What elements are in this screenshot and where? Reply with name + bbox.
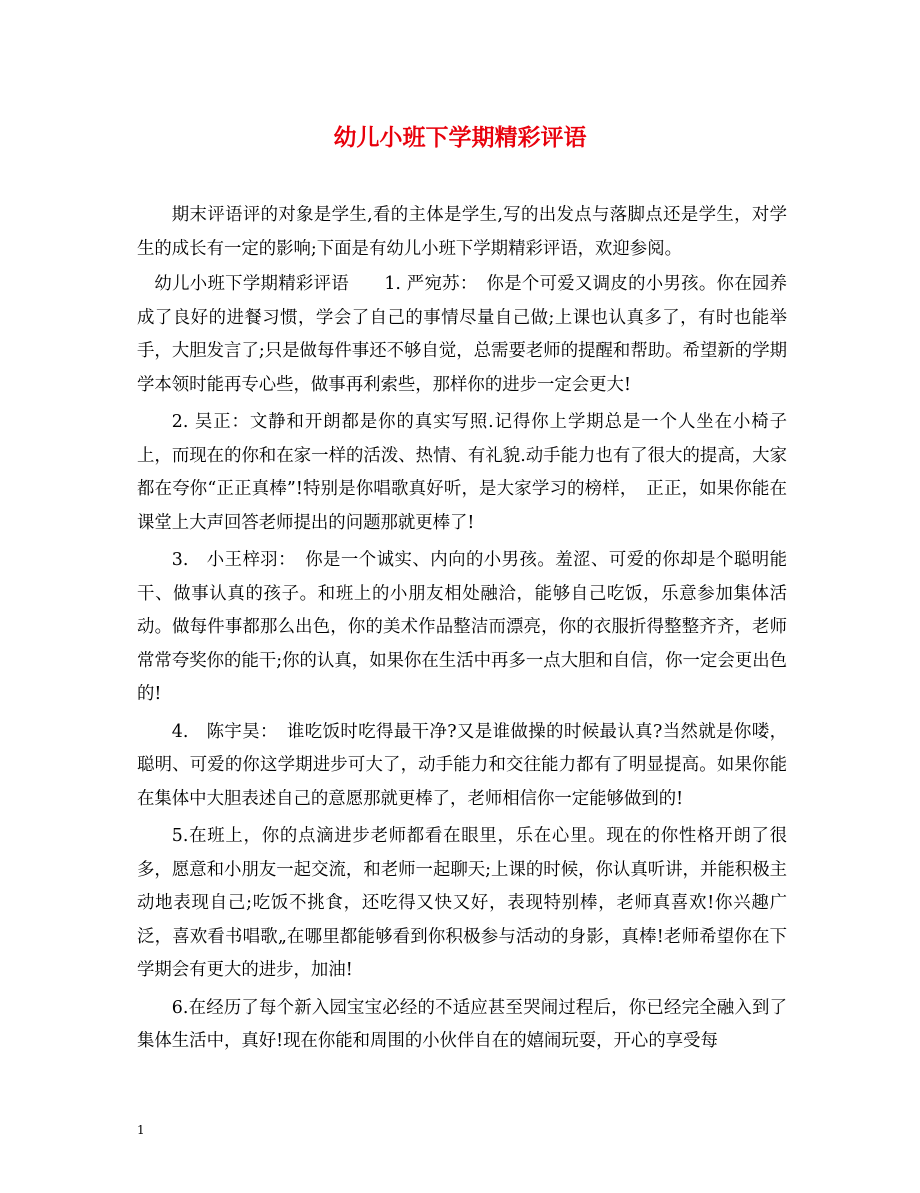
- comment-paragraph-5: 5.在班上，你的点滴进步老师都看在眼里，乐在心里。现在的你性格开朗了很多，愿意和小朋友一起交流，和老师一起聊天;上课的时候，你认真听讲，并能积极主动地表现自己;吃饭不挑食，还吃得又快又好，表现特别棒，老师真喜欢!你兴趣广泛，喜欢看书唱歌„在哪里都能够看到你积极参与活动的身影，真棒!老师希望你在下学期会有更大的进步，加油!: [137, 826, 787, 980]
- intro-paragraph: 期末评语评的对象是学生,看的主体是学生,写的出发点与落脚点还是学生，对学生的成长有一定的影响;下面是有幼儿小班下学期精彩评语，欢迎参阅。: [137, 205, 787, 259]
- comment-paragraph-2: 2. 吴正：文静和开朗都是你的真实写照.记得你上学期总是一个人坐在小椅子上，而现在的你和在家一样的活泼、热情、有礼貌.动手能力也有了很大的提高，大家都在夸你“正正真棒”!特别是你唱歌真好听，是大家学习的榜样， 正正，如果你能在课堂上大声回答老师提出的问题那就更棒了!: [137, 412, 787, 533]
- comment-paragraph-4: 4. 陈宇昊： 谁吃饭时吃得最干净?又是谁做操的时候最认真?当然就是你喽，聪明、可爱的你这学期进步可大了，动手能力和交往能力都有了明显提高。如果你能在集体中大胆表述自己的意愿那就更棒了，老师相信你一定能够做到的!: [137, 721, 787, 809]
- page-number: 1: [137, 1123, 145, 1137]
- document-title: 幼儿小班下学期精彩评语: [333, 124, 587, 151]
- comment-paragraph-1: 幼儿小班下学期精彩评语 1. 严宛苏： 你是个可爱又调皮的小男孩。你在园养成了良好的进餐习惯，学会了自己的事情尽量自己做;上课也认真多了，有时也能举手，大胆发言了;只是做每件事还不够自觉，总需要老师的提醒和帮助。希望新的学期学本领时能再专心些，做事再利索些，那样你的进步一定会更大!: [137, 274, 787, 395]
- comment-paragraph-6: 6.在经历了每个新入园宝宝必经的不适应甚至哭闹过程后，你已经完全融入到了集体生活中，真好!现在你能和周围的小伙伴自在的嬉闹玩耍，开心的享受每: [137, 997, 787, 1051]
- document-body: [137, 199, 787, 1063]
- comment-paragraph-3: 3. 小王梓羽： 你是一个诚实、内向的小男孩。羞涩、可爱的你却是个聪明能干、做事认真的孩子。和班上的小朋友相处融洽，能够自己吃饭，乐意参加集体活动。做每件事都那么出色，你的美术作品整洁而漂亮，你的衣服折得整整齐齐，老师常常夸奖你的能干;你的认真，如果你在生活中再多一点大胆和自信，你一定会更出色的!: [137, 550, 787, 704]
